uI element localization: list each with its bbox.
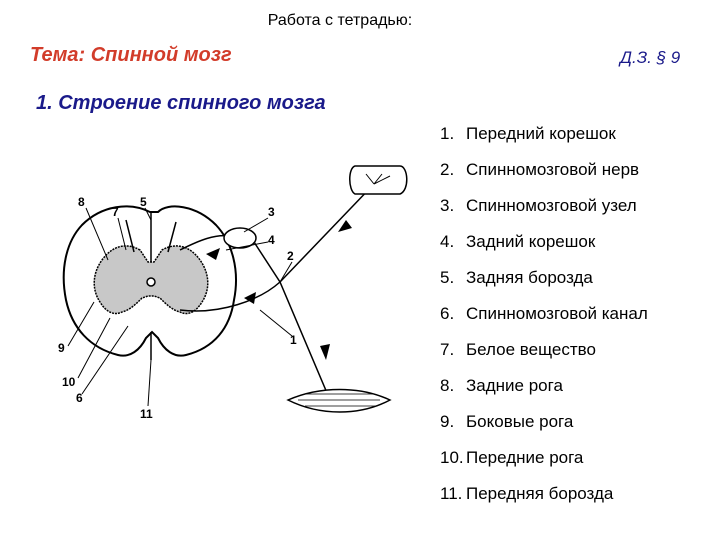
legend-num: 7.: [440, 340, 455, 359]
homework-label: Д.З. § 9: [620, 48, 681, 67]
legend-label: Задний корешок: [466, 232, 596, 251]
legend-num: 3.: [440, 196, 455, 215]
legend-label: Задние рога: [466, 376, 563, 395]
legend-item: [440, 268, 648, 304]
legend-num: 6.: [440, 304, 455, 323]
legend-num: 10.: [440, 448, 464, 467]
sensory-fiber: [280, 184, 374, 282]
spinal-cord-diagram: [30, 150, 430, 440]
diagram-label: 9: [58, 341, 65, 355]
muscle: [288, 390, 390, 413]
legend-num: 4.: [440, 232, 455, 251]
header-title: Работа с тетрадью:: [267, 12, 413, 29]
diagram-label: 6: [76, 391, 83, 405]
diagram-label: 10: [62, 375, 76, 389]
legend-item: [440, 124, 648, 160]
legend-label: Задняя борозда: [466, 268, 593, 287]
legend-num: 5.: [440, 268, 455, 287]
diagram-label: 1: [290, 333, 297, 347]
diagram-label: 4: [268, 233, 275, 247]
section-title: 1. Строение спинного мозга: [36, 92, 326, 114]
legend-item: [440, 304, 648, 340]
legend-item: [440, 376, 648, 412]
legend-label: Спинномозговой канал: [466, 304, 648, 323]
legend-num: 11.: [440, 484, 463, 503]
legend-label: Спинномозговой узел: [466, 196, 637, 215]
legend-num: 9.: [440, 412, 455, 431]
arrow-icon: [320, 344, 330, 360]
legend-item: [440, 196, 648, 232]
diagram-label: 5: [140, 195, 147, 209]
diagram-label: 7: [112, 205, 119, 219]
legend-item: [440, 412, 648, 448]
diagram-label: 11: [140, 407, 153, 421]
legend-item: [440, 484, 648, 520]
central-canal: [147, 278, 155, 286]
legend-label: Передние рога: [466, 448, 584, 467]
skin-receptor: [350, 166, 407, 194]
legend-num: 2.: [440, 160, 455, 179]
topic-title: Тема: Спинной мозг: [30, 44, 232, 66]
legend-label: Боковые рога: [466, 412, 574, 431]
legend-item: [440, 448, 648, 484]
legend-num: 1.: [440, 124, 455, 143]
spinal-nerve: [254, 242, 330, 400]
diagram-label: 3: [268, 205, 275, 219]
legend-label: Белое вещество: [466, 340, 596, 359]
legend-label: Передний корешок: [466, 124, 616, 143]
legend-label: Передняя борозда: [466, 484, 614, 503]
legend-item: [440, 160, 648, 196]
legend-list: [440, 124, 648, 520]
diagram-label: 8: [78, 195, 85, 209]
legend-num: 8.: [440, 376, 455, 395]
legend-label: Спинномозговой нерв: [466, 160, 640, 179]
legend-item: [440, 232, 648, 268]
legend-item: [440, 340, 648, 376]
diagram-label: 2: [287, 249, 294, 263]
arrow-icon: [338, 220, 352, 232]
